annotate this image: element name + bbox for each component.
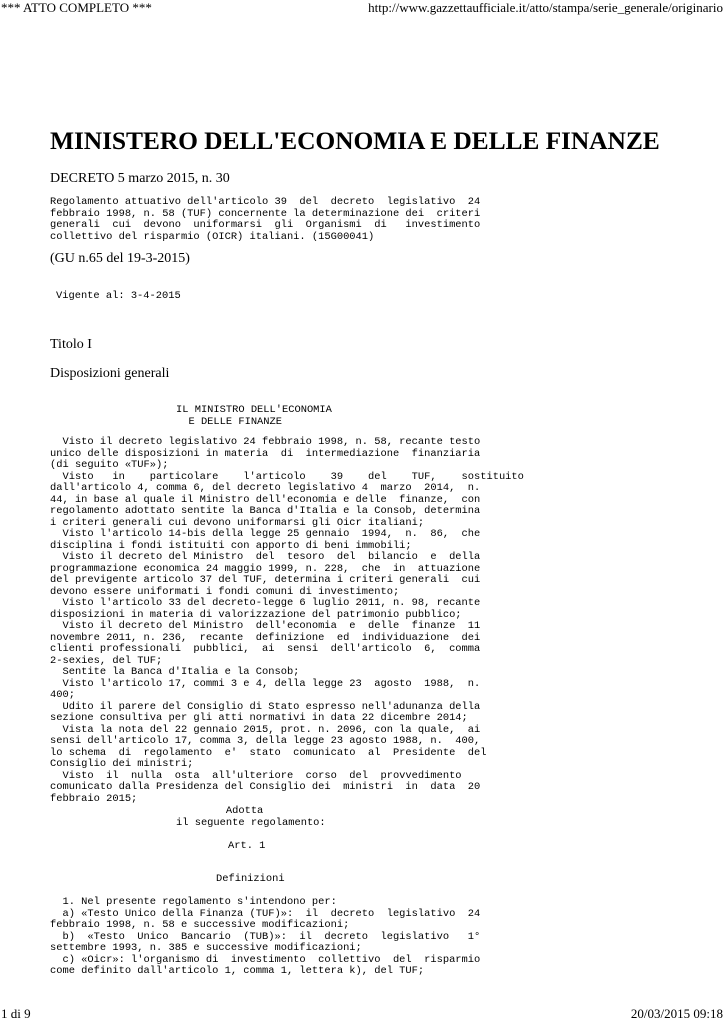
section-heading: Disposizioni generali — [50, 366, 170, 381]
print-datetime: 20/03/2015 09:18 — [630, 1006, 723, 1021]
adoption-statement: Adotta il seguente regolamento: — [176, 805, 326, 829]
header-url[interactable]: http://www.gazzettaufficiale.it/atto/stampa/serie_generale/originario — [368, 0, 723, 15]
page-number: 1 di 9 — [1, 1006, 31, 1021]
article-number: Art. 1 — [228, 840, 266, 852]
title-section: Titolo I — [50, 337, 92, 352]
preamble-body: Visto il decreto legislativo 24 febbraio 1998, n. 58, recante testo unico delle disposizioni in materia di intermediazione finanziaria (di seguito «TUF»); Visto in particolare l'articolo 39 del TUF, sostituito dall'articolo 4, comma 6, del decreto legislativo 4 marzo 2014, n. 44, in base al quale il Ministro dell'economia e delle finanze, con regolamento adottato sentite la Banca d'Italia e la Consob, determina i criteri generali cui devono uniformarsi gli Oicr italiani; Visto l'articolo 14-bis della legge 25 gennaio 1994, n. 86, che disciplina i fondi istituiti con apporto di beni immobili; Visto il decreto del Ministro del tesoro del bilancio e della programmazione economica 24 maggio 1999, n. 228, che in attuazione del previgente articolo 37 del TUF, determina i criteri generali cui devono essere uniformati i fondi comuni di investimento; Visto l'articolo 33 del decreto-legge 6 luglio 2011, n. 98, recante disposizioni in materia di valorizzazione del patrimonio pubblico; Visto il decreto del Ministro dell'economia e delle finanze 11 novembre 2011, n. 236, recante definizione ed individuazione dei clienti professionali pubblici, ai sensi dell'articolo 6, comma 2-sexies, del TUF; Sentite la Banca d'Italia e la Consob; Visto l'articolo 17, commi 3 e 4, della legge 23 agosto 1988, n. 400; Udito il parere del Consiglio di Stato espresso nell'adunanza della sezione consultiva per gli atti normativi in data 22 dicembre 2014; Vista la nota del 22 gennaio 2015, prot. n. 2096, con la quale, ai sensi dell'articolo 17, comma 3, della legge 23 agosto 1988, n. 400, lo schema di regolamento e' stato comunicato al Presidente del Consiglio dei ministri; Visto il nulla osta all'ulteriore corso del provvedimento comunicato dalla Presidenza del Consiglio dei ministri in data 20 febbraio 2015; — [50, 436, 524, 805]
ministry-title: MINISTERO DELL'ECONOMIA E DELLE FINANZE — [50, 126, 660, 155]
header-title: *** ATTO COMPLETO *** — [1, 0, 152, 15]
minister-heading: IL MINISTRO DELL'ECONOMIA E DELLE FINANZE — [176, 404, 332, 428]
decree-title: DECRETO 5 marzo 2015, n. 30 — [50, 171, 230, 186]
decree-summary: Regolamento attuativo dell'articolo 39 del decreto legislativo 24 febbraio 1998, n. 58 (TUF) concernente la determinazione dei criteri generali cui devono uniformarsi gli Organismi di investimento collettivo del risparmio (OICR) italiani. (15G00041) — [50, 196, 481, 243]
in-force-date: Vigente al: 3-4-2015 — [56, 290, 181, 302]
gazette-reference: (GU n.65 del 19-3-2015) — [50, 251, 190, 266]
article-title: Definizioni — [216, 873, 285, 885]
definitions-list: 1. Nel presente regolamento s'intendono per: a) «Testo Unico della Finanza (TUF)»: il decreto legislativo 24 febbraio 1998, n. 58 e successive modificazioni; b) «Testo Unico Bancario (TUB)»: il decreto legislativo 1° settembre 1993, n. 385 e successive modificazioni; c) «Oicr»: l'organismo di investimento collettivo del risparmio come definito dall'articolo 1, comma 1, lettera k), del TUF; — [50, 896, 481, 977]
